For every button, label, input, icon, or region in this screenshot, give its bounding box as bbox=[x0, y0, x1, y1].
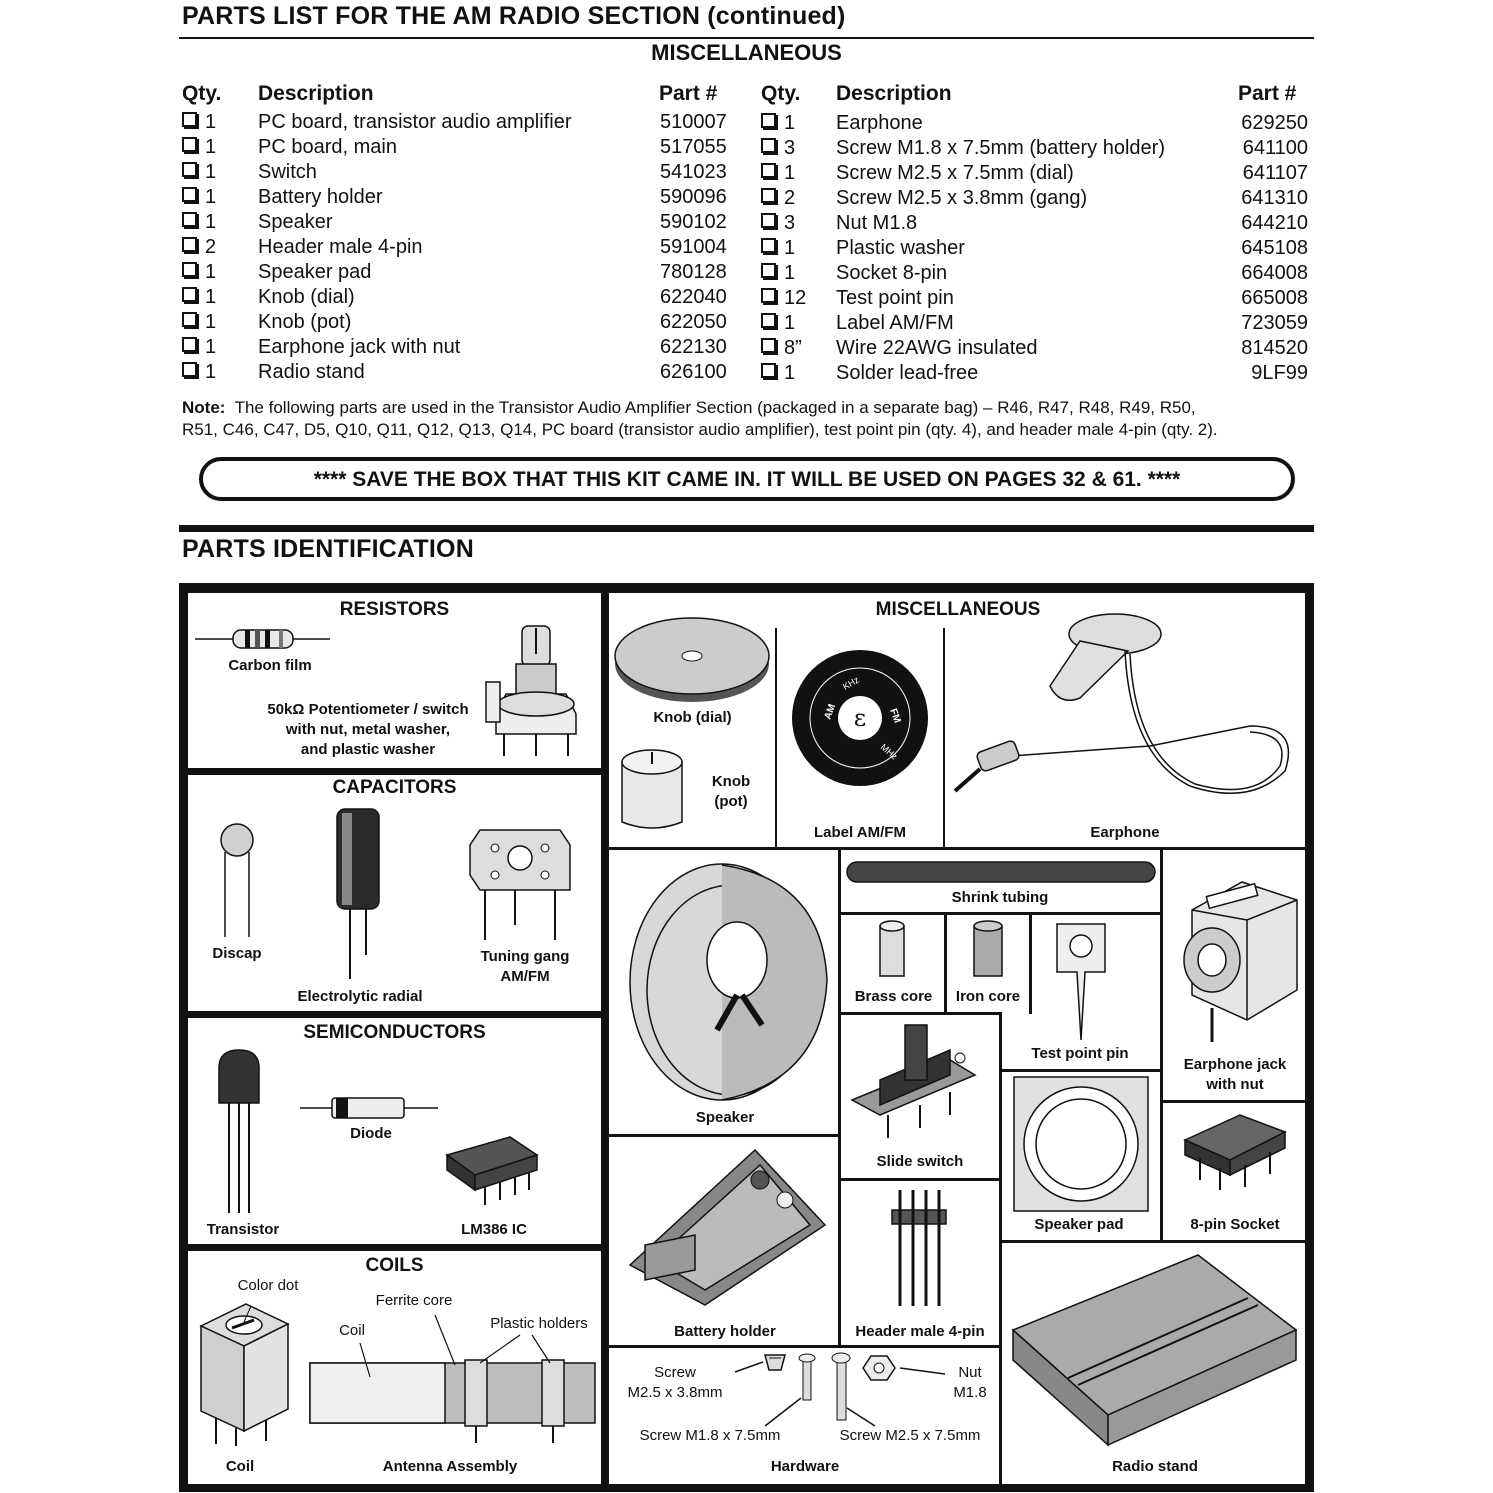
checkbox-icon[interactable] bbox=[761, 213, 776, 228]
parts-list-right bbox=[761, 111, 1316, 386]
qty-cell bbox=[761, 311, 795, 336]
parts-row bbox=[761, 261, 1316, 286]
antenna-assembly-icon bbox=[300, 1315, 598, 1445]
qty-cell bbox=[761, 161, 795, 186]
pot-label-3: and plastic washer bbox=[300, 741, 436, 758]
test-point-pin-label: Test point pin bbox=[1031, 1045, 1129, 1062]
col-desc-left: Description bbox=[258, 82, 374, 105]
semiconductors-heading: SEMICONDUCTORS bbox=[303, 1022, 486, 1043]
qty-value: 1 bbox=[784, 262, 796, 284]
divider bbox=[999, 1240, 1305, 1243]
discap-label: Discap bbox=[212, 945, 262, 962]
title-rule bbox=[179, 37, 1314, 39]
qty-cell bbox=[182, 185, 216, 210]
divider bbox=[609, 847, 1305, 850]
earphone-jack-label-1: Earphone jack bbox=[1183, 1056, 1287, 1073]
qty-value: 1 bbox=[205, 136, 217, 158]
lm386-label: LM386 IC bbox=[461, 1221, 527, 1238]
qty-value: 1 bbox=[205, 261, 217, 283]
discap-icon bbox=[215, 822, 260, 940]
header-4pin-label: Header male 4-pin bbox=[855, 1323, 985, 1340]
coil-callout-label: Coil bbox=[339, 1322, 365, 1339]
part-number-cell: 622040 bbox=[660, 286, 727, 308]
description-cell: Earphone jack with nut bbox=[258, 336, 461, 358]
note-line-1: The following parts are used in the Transistor Audio Amplifier Section (packaged in a separate bag) – R46, R47, R48, R49, R50, bbox=[234, 398, 1196, 417]
qty-cell bbox=[182, 110, 216, 135]
parts-row bbox=[182, 110, 742, 135]
part-number-cell: 510007 bbox=[660, 111, 727, 133]
parts-row bbox=[761, 361, 1316, 386]
qty-value: 1 bbox=[784, 162, 796, 184]
note-label: Note: bbox=[182, 398, 226, 417]
part-number-cell: 622050 bbox=[660, 311, 727, 333]
screw-a-label-1: Screw bbox=[654, 1364, 696, 1381]
description-cell: Plastic washer bbox=[836, 237, 965, 259]
parts-row bbox=[182, 285, 742, 310]
knob-dial-label: Knob (dial) bbox=[653, 709, 732, 726]
checkbox-icon[interactable] bbox=[182, 287, 197, 302]
description-cell: Wire 22AWG insulated bbox=[836, 337, 1038, 359]
description-cell: Speaker pad bbox=[258, 261, 372, 283]
knob-pot-label-1: Knob bbox=[711, 773, 751, 790]
nut-label-1: Nut bbox=[958, 1364, 982, 1381]
qty-value: 2 bbox=[784, 187, 796, 209]
part-number-cell: 780128 bbox=[660, 261, 727, 283]
part-number-cell: 629250 bbox=[1241, 112, 1308, 134]
part-number-cell: 590096 bbox=[660, 186, 727, 208]
divider bbox=[999, 1069, 1161, 1072]
diode-label: Diode bbox=[350, 1125, 392, 1142]
part-number-cell: 664008 bbox=[1241, 262, 1308, 284]
svg-text:ε: ε bbox=[853, 704, 867, 732]
parts-row bbox=[761, 286, 1316, 311]
iron-core-icon bbox=[972, 918, 1006, 980]
header-4pin-icon bbox=[888, 1188, 950, 1310]
color-dot-label: Color dot bbox=[237, 1277, 299, 1294]
qty-cell bbox=[182, 310, 216, 335]
checkbox-icon[interactable] bbox=[761, 163, 776, 178]
knob-pot-icon bbox=[618, 742, 686, 834]
part-number-cell: 541023 bbox=[660, 161, 727, 183]
qty-value: 1 bbox=[205, 286, 217, 308]
hardware-icon bbox=[735, 1350, 950, 1430]
antenna-assembly-label: Antenna Assembly bbox=[382, 1458, 518, 1475]
coils-heading: COILS bbox=[365, 1255, 424, 1276]
description-cell: Solder lead-free bbox=[836, 362, 979, 384]
section-subtitle: MISCELLANEOUS bbox=[651, 40, 842, 65]
parts-row bbox=[182, 135, 742, 160]
radio-stand-icon bbox=[1008, 1250, 1300, 1450]
speaker-pad-icon bbox=[1012, 1075, 1150, 1215]
checkbox-icon[interactable] bbox=[761, 138, 776, 153]
pot-label-2: with nut, metal washer, bbox=[285, 721, 451, 738]
qty-value: 1 bbox=[205, 161, 217, 183]
speaker-pad-label: Speaker pad bbox=[1034, 1216, 1124, 1233]
part-number-cell: 626100 bbox=[660, 361, 727, 383]
checkbox-icon[interactable] bbox=[182, 237, 197, 252]
parts-row bbox=[182, 235, 742, 260]
qty-value: 2 bbox=[205, 236, 217, 258]
qty-value: 1 bbox=[205, 311, 217, 333]
note-line-2: R51, C46, C47, D5, Q10, Q11, Q12, Q13, Q14, PC board (transistor audio amplifier), test point pin (qty. 4), and header male 4-pin (qty. 2). bbox=[182, 420, 1218, 439]
earphone-jack-icon bbox=[1172, 880, 1300, 1045]
coil-label: Coil bbox=[225, 1458, 255, 1475]
description-cell: PC board, transistor audio amplifier bbox=[258, 111, 572, 133]
qty-value: 3 bbox=[784, 137, 796, 159]
parts-row bbox=[761, 186, 1316, 211]
carbon-resistor-icon bbox=[195, 625, 335, 655]
description-cell: Header male 4-pin bbox=[258, 236, 423, 258]
divider bbox=[1160, 1100, 1305, 1103]
carbon-film-label: Carbon film bbox=[228, 657, 312, 674]
qty-value: 3 bbox=[784, 212, 796, 234]
qty-value: 1 bbox=[784, 237, 796, 259]
parts-row bbox=[761, 111, 1316, 136]
checkbox-icon[interactable] bbox=[182, 262, 197, 277]
description-cell: Nut M1.8 bbox=[836, 212, 918, 234]
parts-row bbox=[761, 211, 1316, 236]
checkbox-icon[interactable] bbox=[761, 313, 776, 328]
part-number-cell: 644210 bbox=[1241, 212, 1308, 234]
transistor-icon bbox=[214, 1048, 264, 1218]
parts-row bbox=[761, 336, 1316, 361]
part-number-cell: 641107 bbox=[1242, 162, 1308, 184]
col-part-right: Part # bbox=[1238, 82, 1297, 105]
resistors-heading: RESISTORS bbox=[339, 599, 450, 620]
battery-holder-label: Battery holder bbox=[674, 1323, 776, 1340]
description-cell: Screw M1.8 x 7.5mm (battery holder) bbox=[836, 137, 1165, 159]
tuning-gang-label-1: Tuning gang bbox=[480, 948, 570, 965]
checkbox-icon[interactable] bbox=[761, 363, 776, 378]
parts-row bbox=[182, 310, 742, 335]
part-number-cell: 517055 bbox=[660, 136, 727, 158]
divider bbox=[999, 1012, 1002, 1484]
label-amfm-dial-icon bbox=[790, 648, 930, 788]
brass-core-label: Brass core bbox=[854, 988, 933, 1005]
qty-cell bbox=[761, 286, 806, 311]
speaker-icon bbox=[622, 860, 834, 1110]
screw-a-label-2: M2.5 x 3.8mm bbox=[627, 1384, 723, 1401]
checkbox-icon[interactable] bbox=[182, 337, 197, 352]
checkbox-icon[interactable] bbox=[761, 263, 776, 278]
electrolytic-label: Electrolytic radial bbox=[297, 988, 423, 1005]
knob-dial-icon bbox=[613, 614, 773, 704]
checkbox-icon[interactable] bbox=[761, 338, 776, 353]
checkbox-icon[interactable] bbox=[761, 288, 776, 303]
parts-row bbox=[761, 136, 1316, 161]
description-cell: Speaker bbox=[258, 211, 333, 233]
divider bbox=[1160, 847, 1163, 1241]
radio-stand-label: Radio stand bbox=[1112, 1458, 1198, 1475]
ferrite-core-label: Ferrite core bbox=[375, 1292, 453, 1309]
dial-mhz: MHz bbox=[878, 741, 900, 762]
iron-core-label: Iron core bbox=[955, 988, 1021, 1005]
qty-cell bbox=[182, 160, 216, 185]
col-qty-right: Qty. bbox=[761, 82, 801, 105]
part-number-cell: 641100 bbox=[1242, 137, 1308, 159]
qty-cell bbox=[182, 360, 216, 385]
earphone-jack-label-2: with nut bbox=[1206, 1076, 1264, 1093]
misc-heading: MISCELLANEOUS bbox=[875, 599, 1041, 620]
checkbox-icon[interactable] bbox=[182, 187, 197, 202]
description-cell: Label AM/FM bbox=[836, 312, 954, 334]
qty-cell bbox=[182, 210, 216, 235]
label-amfm-label: Label AM/FM bbox=[814, 824, 906, 841]
qty-cell bbox=[182, 285, 216, 310]
divider bbox=[838, 847, 841, 1347]
qty-cell bbox=[761, 136, 795, 161]
coil-icon bbox=[196, 1296, 291, 1448]
part-number-cell: 723059 bbox=[1241, 312, 1308, 334]
part-number-cell: 591004 bbox=[660, 236, 727, 258]
qty-cell bbox=[761, 186, 795, 211]
part-number-cell: 645108 bbox=[1241, 237, 1308, 259]
earphone-label: Earphone bbox=[1090, 824, 1160, 841]
qty-cell bbox=[761, 336, 802, 361]
parts-list-left bbox=[182, 110, 742, 385]
checkbox-icon[interactable] bbox=[761, 113, 776, 128]
checkbox-icon[interactable] bbox=[182, 212, 197, 227]
potentiometer-icon bbox=[486, 624, 586, 759]
divider bbox=[609, 1134, 840, 1137]
capacitors-heading: CAPACITORS bbox=[332, 777, 457, 798]
electrolytic-capacitor-icon bbox=[334, 807, 384, 982]
qty-cell bbox=[761, 261, 795, 286]
qty-cell bbox=[761, 211, 795, 236]
divider bbox=[609, 1345, 1001, 1348]
description-cell: Socket 8-pin bbox=[836, 262, 948, 284]
divider bbox=[943, 628, 945, 848]
dial-am: AM bbox=[822, 702, 839, 722]
slide-switch-icon bbox=[850, 1020, 978, 1145]
dial-fm: FM bbox=[887, 707, 903, 725]
part-number-cell: 641310 bbox=[1241, 187, 1308, 209]
description-cell: Earphone bbox=[836, 112, 923, 134]
qty-value: 1 bbox=[784, 312, 796, 334]
parts-row bbox=[761, 236, 1316, 261]
parts-row bbox=[182, 260, 742, 285]
knob-pot-label-2: (pot) bbox=[714, 793, 748, 810]
dial-khz: KHz bbox=[841, 674, 861, 692]
checkbox-icon[interactable] bbox=[182, 362, 197, 377]
qty-cell bbox=[182, 335, 216, 360]
screw-b-label: Screw M1.8 x 7.5mm bbox=[639, 1427, 781, 1444]
description-cell: Screw M2.5 x 7.5mm (dial) bbox=[836, 162, 1074, 184]
socket-8pin-icon bbox=[1180, 1110, 1290, 1195]
page-title: PARTS LIST FOR THE AM RADIO SECTION (continued) bbox=[182, 2, 846, 30]
part-number-cell: 9LF99 bbox=[1251, 362, 1308, 384]
nut-label-2: M1.8 bbox=[953, 1384, 987, 1401]
qty-cell bbox=[761, 111, 795, 136]
qty-value: 1 bbox=[205, 186, 217, 208]
description-cell: Test point pin bbox=[836, 287, 954, 309]
description-cell: Battery holder bbox=[258, 186, 383, 208]
plastic-holders-label: Plastic holders bbox=[490, 1315, 588, 1332]
tuning-gang-icon bbox=[465, 820, 575, 945]
description-cell: PC board, main bbox=[258, 136, 397, 158]
diode-icon bbox=[300, 1095, 440, 1123]
checkbox-icon[interactable] bbox=[182, 312, 197, 327]
qty-cell bbox=[761, 236, 795, 261]
qty-value: 1 bbox=[205, 336, 217, 358]
qty-value: 1 bbox=[205, 361, 217, 383]
checkbox-icon[interactable] bbox=[182, 137, 197, 152]
earphone-icon bbox=[950, 606, 1300, 811]
part-number-cell: 814520 bbox=[1241, 337, 1308, 359]
divider bbox=[838, 1178, 1001, 1181]
divider bbox=[838, 912, 1161, 915]
parts-row bbox=[761, 161, 1316, 186]
checkbox-icon[interactable] bbox=[761, 188, 776, 203]
screw-c-label: Screw M2.5 x 7.5mm bbox=[839, 1427, 981, 1444]
lm386-ic-icon bbox=[445, 1135, 540, 1210]
ident-title: PARTS IDENTIFICATION bbox=[182, 535, 474, 563]
qty-cell bbox=[182, 235, 216, 260]
parts-row bbox=[761, 311, 1316, 336]
note bbox=[182, 397, 1317, 441]
description-cell: Switch bbox=[258, 161, 317, 183]
parts-row bbox=[182, 210, 742, 235]
divider bbox=[775, 628, 777, 848]
slide-switch-label: Slide switch bbox=[876, 1153, 964, 1170]
description-cell: Screw M2.5 x 3.8mm (gang) bbox=[836, 187, 1088, 209]
checkbox-icon[interactable] bbox=[182, 112, 197, 127]
parts-row bbox=[182, 335, 742, 360]
col-qty-left: Qty. bbox=[182, 82, 222, 105]
checkbox-icon[interactable] bbox=[182, 162, 197, 177]
shrink-tubing-icon bbox=[845, 858, 1157, 886]
description-cell: Knob (pot) bbox=[258, 311, 352, 333]
part-number-cell: 665008 bbox=[1241, 287, 1308, 309]
parts-row bbox=[182, 160, 742, 185]
qty-value: 1 bbox=[784, 112, 796, 134]
description-cell: Knob (dial) bbox=[258, 286, 355, 308]
battery-holder-icon bbox=[625, 1145, 830, 1310]
qty-value: 1 bbox=[205, 111, 217, 133]
qty-value: 12 bbox=[784, 287, 807, 309]
checkbox-icon[interactable] bbox=[761, 238, 776, 253]
col-desc-right: Description bbox=[836, 82, 952, 105]
parts-row bbox=[182, 360, 742, 385]
qty-cell bbox=[761, 361, 795, 386]
part-number-cell: 590102 bbox=[660, 211, 727, 233]
section-rule bbox=[179, 525, 1314, 532]
test-point-pin-icon bbox=[1055, 922, 1107, 1042]
pot-label-1: 50kΩ Potentiometer / switch bbox=[267, 701, 469, 718]
col-part-left: Part # bbox=[659, 82, 718, 105]
divider bbox=[838, 1012, 1001, 1015]
speaker-label: Speaker bbox=[695, 1109, 755, 1126]
qty-value: 8” bbox=[784, 337, 802, 359]
qty-cell bbox=[182, 260, 216, 285]
part-number-cell: 622130 bbox=[660, 336, 727, 358]
parts-row bbox=[182, 185, 742, 210]
save-box-banner: **** SAVE THE BOX THAT THIS KIT CAME IN. IT WILL BE USED ON PAGES 32 & 61. **** bbox=[199, 457, 1295, 501]
socket-8pin-label: 8-pin Socket bbox=[1190, 1216, 1280, 1233]
brass-core-icon bbox=[878, 918, 908, 980]
transistor-label: Transistor bbox=[206, 1221, 280, 1238]
shrink-tubing-label: Shrink tubing bbox=[951, 889, 1049, 906]
qty-value: 1 bbox=[205, 211, 217, 233]
hardware-label: Hardware bbox=[770, 1458, 840, 1475]
description-cell: Radio stand bbox=[258, 361, 365, 383]
qty-value: 1 bbox=[784, 362, 796, 384]
tuning-gang-label-2: AM/FM bbox=[500, 968, 550, 985]
qty-cell bbox=[182, 135, 216, 160]
